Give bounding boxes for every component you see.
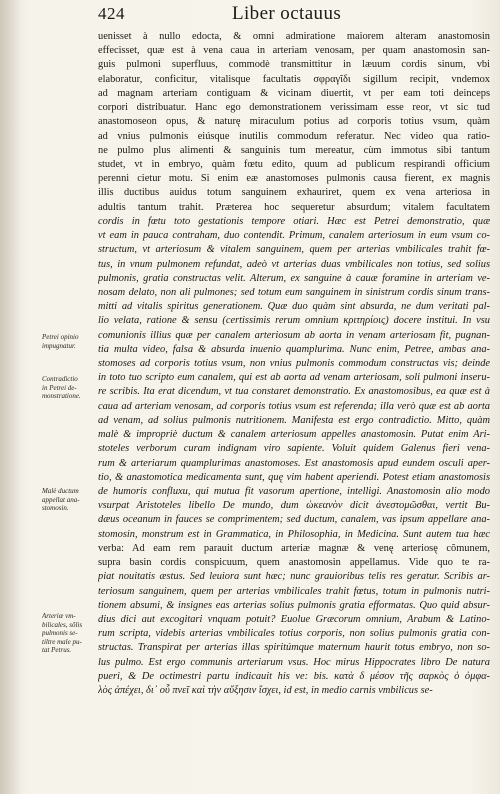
text-line: teriosum sanguinem, quem per arterias vmbilicales trahit fœtus, totum in pulmonis nutri- xyxy=(98,585,490,597)
margin-note-line: pulmonis se- xyxy=(42,629,78,638)
text-line: dius dici aut excogitari vnquam potuit? Euolue Græcorum omnium, Arabum & Latino- xyxy=(98,613,490,625)
text-line: guis pulmoni superfluus, commodè transmittitur in læuum cordis sinum, vbi xyxy=(98,59,490,71)
text-line: rum scripta, videbis arterias vmbilicales totius corporis, non solius pulmonis gratia con- xyxy=(98,628,490,640)
text-line: pueri, & De octimestri partu indicauit his ve: bis. κατὰ δ μέσον τῆς σαρκὸς ὁ ὀμφα- xyxy=(98,670,490,682)
margin-note-line: bilicales, sõlis xyxy=(42,620,83,629)
margin-note-line: Malè ductum xyxy=(42,487,79,495)
text-line: tia multa video, falsa & absurda inuenio quamplurima. Nunc enim, Petree, ambas ana- xyxy=(98,343,490,355)
text-line: structum, vt arteriosum & vitalem sanguinem, quem per arterias vmbilicales trahit fœ- xyxy=(98,244,490,256)
text-line: caua ad arteriam venosam, ad corporis totius vsum est referenda; illa verò quæ est ab aorta xyxy=(98,400,490,412)
margin-note-line: stomosin. xyxy=(42,504,69,513)
page-header xyxy=(0,4,500,26)
text-line: vt eam in pauca contraham, duo contendit. Primum, canalem arteriosum in eum vsum co- xyxy=(98,230,490,242)
text-line: structas. Transpirat per arterias illas spiritúmque maternum haurit totus embryo, non so- xyxy=(98,642,490,654)
text-line: malè & impropriè ductum & canalem arteriosum appelles anastomosin. Putat enim Ari- xyxy=(98,429,490,441)
text-line: comunionis illius quæ per canalem arteriosum ab aorta in venam arteriosam fit, pugnan- xyxy=(98,329,490,341)
text-line: pulmonis, gratia constructas velit. Alterum, ex sanguine à cauæ foramine in arteriam ve- xyxy=(98,272,490,284)
margin-note-line: tat Petrus. xyxy=(42,646,72,655)
text-line: lio velata, ratione & sensu (certissimis rerum omnium κριτηρίοις) docere institui. In vsu xyxy=(98,315,490,327)
text-line: piat nouitatis æstus. Sed leuiora sunt hæc; nunc grauioribus telis res geratur. Scribis ar- xyxy=(98,571,490,583)
margin-note xyxy=(42,333,96,350)
text-line: mitti ad vitalis spiritus generationem. Quæ duo quàm sint absurda, ne dum veritati pal- xyxy=(98,301,490,313)
text-line: anastomoseon opus, & naturę miraculum potius ad corporis totius vsum, quàm xyxy=(98,116,490,128)
text-line: corpori distribuatur. Hanc ego demonstrationem verissimam esse reor, vt sic tud xyxy=(98,102,490,114)
text-line: cordis in fœtu toto gestationis tempore otiari. Hæc est Petrei demonstratio, quæ xyxy=(98,215,490,227)
text-line: verba: Ad eam rem parauit ductum arteriæ magnæ & venę arteriosę cõmunem, xyxy=(98,542,490,554)
margin-note xyxy=(42,375,96,401)
text-line: tus, in vnum pulmonem refundat, adeò vt arterias duas vmbilicales non totius, sed solius xyxy=(98,258,490,270)
text-line: tio, & anastomotica medicamenta sunt, quę vim habent aperiendi. Potest etiam anastomosis xyxy=(98,471,490,483)
margin-note-line: impugnatur. xyxy=(42,341,76,350)
margin-note-line: Contradictio xyxy=(42,375,78,383)
text-line: de humoris confluxu, qui mutua fit vasorum apertione, intelligi. Anastomosin alio modo xyxy=(98,486,490,497)
text-line: ne pulmo plus alimenti & sanguinis tum mereatur, cùm immotus sibi tantum xyxy=(98,144,490,156)
text-line: rum & arteriarum quamplurimas anastomoses. Est anastomosis apud eundem osculi aper- xyxy=(98,457,490,469)
text-line: stoteles verborum curam indignam viro sapiente. Voluit quidem Galenus fieri vena- xyxy=(98,443,490,455)
text-line: adultis tantum trahit. Præterea hoc sequeretur absurdum; vitalem facultatem xyxy=(98,201,490,213)
margin-note-line: Petrei opinio xyxy=(42,333,79,341)
text-line: vsurpat Aristoteles libello De mundo, dum ὠκεανὸν dicit ἀνεστομῶσθαι, vertit Bu- xyxy=(98,500,490,512)
margin-note-line: Arteriæ vm- xyxy=(42,612,76,620)
margin-note xyxy=(42,487,96,513)
text-line: ad vnius pulmonis eiúsque inutilis commodum referatur. Nec video qua ratio- xyxy=(98,130,490,142)
margin-note xyxy=(42,612,96,655)
text-line: elaboratur, conficitur, vitalisque facultatis σφραγῖδι sigillum recipit, vndemox xyxy=(98,73,490,85)
text-line: tionem absumi, & insignes eas arterias solius pulmonis gratia efformatas. Quo quid absur- xyxy=(98,599,490,611)
text-line: ad magnam arteriam contiguam & vicinam diuertit, vt per eam toti deinceps xyxy=(98,87,490,99)
text-line: ad venam, ad solius pulmonis nutritionem. Manifesta est ergo contradictio. Mitto, quàm xyxy=(98,414,490,426)
text-line: λὸς ἀπέχει, δι᾽ οὗ πνεῖ καὶ τὴν αὔξησιν ἴσχει, id est, in medio carnis vmbilicus se- xyxy=(98,685,433,697)
text-line: lus pulmo. Est ergo communis arteriarum vsus. Hoc mirus Hippocrates libro De natura xyxy=(98,656,490,668)
text-line: stomoses ad corporis totius vsum, non vnius pulmonis commodum constructas vis; deinde xyxy=(98,358,490,370)
margin-note-line: monstratione. xyxy=(42,392,81,401)
margin-note-line: tiltre male pu- xyxy=(42,637,82,646)
text-line: re scribis. Ita erat dicendum, vt tua constaret demonstratio. Ex anastomosibus, ea quæ est à xyxy=(98,386,490,398)
text-line: perenni cietur motu. Si enim eæ anastomoses pulmonis causa fierent, ex magnis xyxy=(98,173,490,185)
text-line: in toto tuo scripto eum canalem, qui est ab aorta ad venam arteriosam, soli pulmoni inseru- xyxy=(98,372,490,384)
text-line: supra basin cordis conspicuum, quem anastomosin appellamus. Vide quo te ra- xyxy=(98,557,490,569)
text-line: uenisset à nullo edocta, & omni admiratione maiorem alteram anastomosin xyxy=(98,31,490,42)
main-text-block xyxy=(98,30,490,698)
text-line: studet, vt in embryo, quàm fœtu edito, quum ad publicum respirandi officium xyxy=(98,158,490,170)
text-line: illis ductibus auidus totum sanguinem exhauriret, quem ex vena arteriosa in xyxy=(98,187,490,199)
text-line: stomosin, monstrum est in Grammatica, in Philosophia, in Medicina. Sunt autem tua hæc xyxy=(98,528,490,540)
page-number: 424 xyxy=(98,4,125,23)
text-line: dæus oceanum in fauces se comprimentem; sed ductum, canalem, vas ipsum appellare ana- xyxy=(98,514,490,526)
margin-note-line: in Petrei de- xyxy=(42,383,77,392)
binding-shadow xyxy=(0,0,22,794)
text-line: effecisset, quæ est à vena caua in arteriam venosam, per quam anastomosin san- xyxy=(98,45,490,57)
running-head: Liber octauus xyxy=(232,3,342,24)
margin-note-line: appellat ana- xyxy=(42,495,80,504)
text-line: nosam delato, non ali pulmones; sed totum eum sanguinem in sinistrum cordis sinum trans- xyxy=(98,286,490,298)
